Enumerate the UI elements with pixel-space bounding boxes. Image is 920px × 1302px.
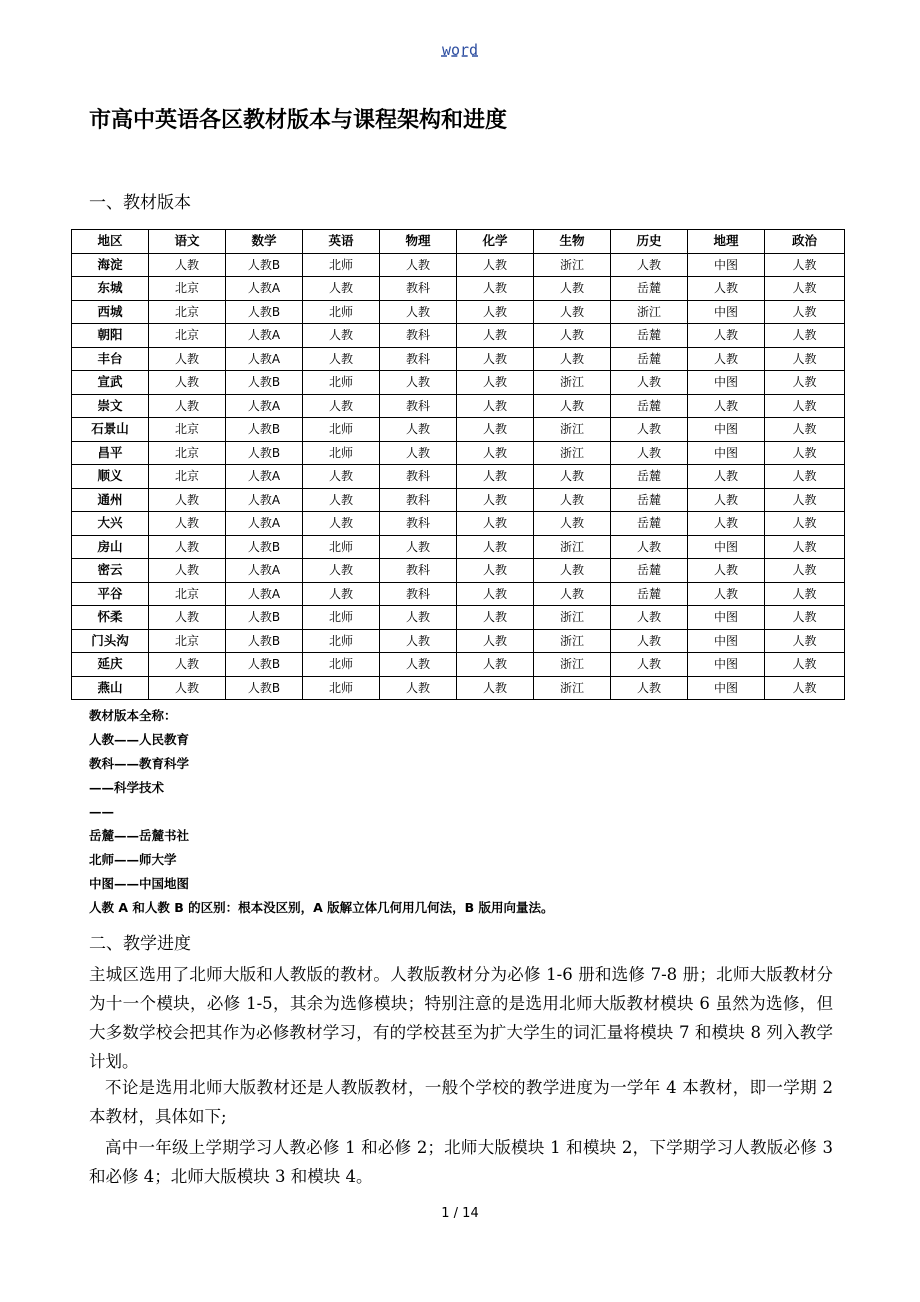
table-cell: 人教 (611, 253, 688, 277)
table-cell: 北京 (149, 418, 226, 442)
region-cell: 密云 (72, 559, 149, 583)
header-word-link[interactable]: word (441, 41, 479, 59)
table-cell: 教科 (380, 488, 457, 512)
table-cell: 人教 (765, 441, 845, 465)
region-cell: 怀柔 (72, 606, 149, 630)
table-cell: 北师 (303, 606, 380, 630)
region-cell: 房山 (72, 535, 149, 559)
table-cell: 人教 (534, 559, 611, 583)
table-cell: 北京 (149, 277, 226, 301)
table-cell: 中图 (688, 253, 765, 277)
table-cell: 岳麓 (611, 512, 688, 536)
table-cell: 人教 (765, 488, 845, 512)
table-cell: 人教 (534, 324, 611, 348)
table-cell: 北京 (149, 629, 226, 653)
table-cell: 人教 (149, 253, 226, 277)
table-cell: 中图 (688, 535, 765, 559)
table-cell: 人教 (765, 606, 845, 630)
table-cell: 岳麓 (611, 347, 688, 371)
table-row (72, 300, 845, 324)
table-cell: 人教B (226, 606, 303, 630)
table-cell: 人教 (303, 559, 380, 583)
table-cell: 岳麓 (611, 465, 688, 489)
region-cell: 石景山 (72, 418, 149, 442)
table-cell: 人教 (457, 324, 534, 348)
table-cell: 人教 (534, 300, 611, 324)
note-line: 教材版本全称： (89, 708, 177, 723)
note-line: 人教——人民教育 (89, 732, 190, 747)
table-cell: 人教 (457, 488, 534, 512)
table-cell: 人教 (534, 582, 611, 606)
region-cell: 朝阳 (72, 324, 149, 348)
region-cell: 延庆 (72, 653, 149, 677)
column-header: 生物 (534, 230, 611, 254)
column-header: 地区 (72, 230, 149, 254)
table-cell: 教科 (380, 324, 457, 348)
table-row (72, 441, 845, 465)
column-header: 语文 (149, 230, 226, 254)
table-cell: 中图 (688, 371, 765, 395)
table-cell: 人教B (226, 441, 303, 465)
table-cell: 北京 (149, 582, 226, 606)
table-cell: 人教 (534, 394, 611, 418)
table-cell: 人教A (226, 394, 303, 418)
table-cell: 教科 (380, 394, 457, 418)
paragraph: 主城区选用了北师大版和人教版的教材。人教版教材分为必修 1-6 册和选修 7-8 册；北师大版教材分为十一个模块，必修 1-5，其余为选修模块；特别注意的是选用北师大版教材模块 6 虽然为选修，但大多数学校会把其作为必修教材学习，有的学校甚至为扩大学生的词汇量将模块 7 和模块 8 列入教学计划。 (89, 965, 833, 1071)
table-cell: 北师 (303, 676, 380, 700)
table-cell: 人教 (149, 371, 226, 395)
column-header: 数学 (226, 230, 303, 254)
region-cell: 昌平 (72, 441, 149, 465)
table-cell: 岳麓 (611, 277, 688, 301)
table-cell: 人教 (149, 606, 226, 630)
table-cell: 人教 (380, 535, 457, 559)
table-cell: 人教 (688, 512, 765, 536)
table-cell: 人教 (688, 324, 765, 348)
table-cell: 人教 (380, 606, 457, 630)
table-cell: 人教 (765, 300, 845, 324)
note-line: 中图——中国地图 (89, 876, 190, 891)
note-line: ——科学技术 (89, 780, 165, 795)
table-row (72, 653, 845, 677)
table-cell: 北师 (303, 629, 380, 653)
table-cell: 岳麓 (611, 559, 688, 583)
table-cell: 浙江 (534, 629, 611, 653)
table-cell: 人教 (457, 465, 534, 489)
table-cell: 人教B (226, 418, 303, 442)
page-indicator: 1 / 14 (441, 1206, 479, 1221)
table-row (72, 582, 845, 606)
note-line: 北师——师大学 (89, 852, 177, 867)
table-cell: 人教 (688, 582, 765, 606)
table-cell: 人教 (457, 347, 534, 371)
table-cell: 人教 (534, 347, 611, 371)
table-cell: 人教 (149, 488, 226, 512)
table-cell: 人教 (303, 512, 380, 536)
table-cell: 人教 (765, 371, 845, 395)
table-row (72, 606, 845, 630)
table-cell: 人教 (688, 347, 765, 371)
table-header-row (72, 230, 845, 254)
table-cell: 中图 (688, 300, 765, 324)
table-cell: 人教 (611, 371, 688, 395)
table-cell: 人教 (611, 418, 688, 442)
table-cell: 人教 (457, 676, 534, 700)
table-cell: 人教A (226, 277, 303, 301)
table-cell: 教科 (380, 582, 457, 606)
table-cell: 人教 (534, 465, 611, 489)
table-cell: 人教 (765, 394, 845, 418)
table-cell: 浙江 (534, 676, 611, 700)
table-cell: 人教 (611, 629, 688, 653)
region-cell: 平谷 (72, 582, 149, 606)
table-cell: 浙江 (534, 371, 611, 395)
table-cell: 岳麓 (611, 582, 688, 606)
region-cell: 东城 (72, 277, 149, 301)
textbook-versions-table (71, 229, 845, 700)
section-heading-textbook-versions: 一、教材版本 (89, 193, 191, 213)
table-cell: 人教 (765, 676, 845, 700)
table-cell: 中图 (688, 653, 765, 677)
table-row (72, 347, 845, 371)
table-cell: 教科 (380, 559, 457, 583)
table-cell: 人教 (688, 394, 765, 418)
column-header: 化学 (457, 230, 534, 254)
table-cell: 人教A (226, 512, 303, 536)
table-cell: 中图 (688, 441, 765, 465)
table-cell: 人教 (457, 559, 534, 583)
table-cell: 北师 (303, 253, 380, 277)
table-cell: 浙江 (534, 653, 611, 677)
table-row (72, 418, 845, 442)
table-cell: 人教 (457, 371, 534, 395)
table-row (72, 559, 845, 583)
table-cell: 人教 (303, 488, 380, 512)
table-row (72, 253, 845, 277)
table-cell: 人教 (765, 512, 845, 536)
table-cell: 人教 (765, 559, 845, 583)
table-cell: 人教 (611, 653, 688, 677)
table-cell: 人教 (688, 277, 765, 301)
table-cell: 人教 (457, 653, 534, 677)
column-header: 地理 (688, 230, 765, 254)
table-cell: 人教A (226, 347, 303, 371)
table-cell: 人教B (226, 629, 303, 653)
table-cell: 人教 (380, 371, 457, 395)
table-cell: 人教 (303, 277, 380, 301)
table-cell: 北师 (303, 371, 380, 395)
table-cell: 人教 (380, 653, 457, 677)
table-cell: 岳麓 (611, 324, 688, 348)
region-cell: 海淀 (72, 253, 149, 277)
table-cell: 人教 (611, 441, 688, 465)
table-cell: 人教 (380, 441, 457, 465)
table-cell: 中图 (688, 676, 765, 700)
table-cell: 人教 (380, 253, 457, 277)
table-cell: 人教 (457, 512, 534, 536)
table-cell: 北师 (303, 300, 380, 324)
table-cell: 人教 (149, 347, 226, 371)
table-cell: 中图 (688, 629, 765, 653)
table-cell: 人教 (303, 347, 380, 371)
region-cell: 崇文 (72, 394, 149, 418)
table-cell: 人教 (765, 418, 845, 442)
table-cell: 人教A (226, 324, 303, 348)
table-cell: 人教A (226, 488, 303, 512)
table-cell: 北师 (303, 653, 380, 677)
table-cell: 浙江 (534, 253, 611, 277)
table-cell: 人教 (457, 606, 534, 630)
table-row (72, 324, 845, 348)
region-cell: 燕山 (72, 676, 149, 700)
table-cell: 人教 (457, 394, 534, 418)
table-cell: 教科 (380, 277, 457, 301)
table-row (72, 535, 845, 559)
table-cell: 人教A (226, 465, 303, 489)
table-cell: 人教 (457, 277, 534, 301)
table-cell: 人教 (534, 277, 611, 301)
table-cell: 北京 (149, 441, 226, 465)
table-cell: 人教 (149, 535, 226, 559)
table-cell: 教科 (380, 512, 457, 536)
table-cell: 人教 (303, 465, 380, 489)
table-cell: 人教 (611, 676, 688, 700)
table-row (72, 512, 845, 536)
table-cell: 人教 (303, 582, 380, 606)
table-cell: 浙江 (534, 606, 611, 630)
table-cell: 人教A (226, 582, 303, 606)
table-row (72, 629, 845, 653)
table-cell: 中图 (688, 606, 765, 630)
table-cell: 人教 (457, 418, 534, 442)
table-row (72, 277, 845, 301)
column-header: 历史 (611, 230, 688, 254)
table-cell: 人教 (765, 253, 845, 277)
table-row (72, 465, 845, 489)
region-cell: 门头沟 (72, 629, 149, 653)
table-cell: 人教 (457, 300, 534, 324)
table-cell: 人教 (457, 535, 534, 559)
table-cell: 人教 (534, 488, 611, 512)
table-cell: 人教 (765, 324, 845, 348)
table-cell: 人教 (149, 512, 226, 536)
table-cell: 人教 (380, 676, 457, 700)
paragraph: 高中一年级上学期学习人教必修 1 和必修 2；北师大版模块 1 和模块 2，下学期学习人教版必修 3 和必修 4；北师大版模块 3 和模块 4。 (89, 1138, 833, 1186)
table-cell: 人教 (765, 347, 845, 371)
table-cell: 人教B (226, 676, 303, 700)
table-cell: 浙江 (534, 441, 611, 465)
note-line: —— (89, 804, 114, 819)
textbook-notes (89, 704, 554, 920)
table-row (72, 371, 845, 395)
table-cell: 教科 (380, 465, 457, 489)
table-cell: 人教B (226, 653, 303, 677)
table-cell: 人教 (457, 253, 534, 277)
table-cell: 人教B (226, 371, 303, 395)
region-cell: 丰台 (72, 347, 149, 371)
table-cell: 人教 (380, 300, 457, 324)
paragraph: 不论是选用北师大版教材还是人教版教材，一般个学校的教学进度为一学年 4 本教材，即一学期 2 本教材，具体如下; (89, 1078, 833, 1126)
table-cell: 教科 (380, 347, 457, 371)
note-line: 岳麓——岳麓书社 (89, 828, 190, 843)
table-cell: 人教 (765, 535, 845, 559)
table-cell: 人教 (688, 488, 765, 512)
table-row (72, 394, 845, 418)
table-cell: 人教 (457, 441, 534, 465)
table-cell: 人教 (380, 629, 457, 653)
table-cell: 北师 (303, 418, 380, 442)
table-cell: 中图 (688, 418, 765, 442)
table-row (72, 488, 845, 512)
table-cell: 人教 (380, 418, 457, 442)
note-line: 教科——教育科学 (89, 756, 190, 771)
table-cell: 人教 (765, 277, 845, 301)
table-cell: 浙江 (534, 535, 611, 559)
table-cell: 人教 (765, 582, 845, 606)
table-cell: 人教 (149, 653, 226, 677)
table-cell: 人教 (149, 394, 226, 418)
table-cell: 北京 (149, 300, 226, 324)
table-cell: 北京 (149, 324, 226, 348)
table-cell: 人教 (457, 629, 534, 653)
table-cell: 浙江 (611, 300, 688, 324)
table-cell: 北师 (303, 535, 380, 559)
table-cell: 人教 (688, 465, 765, 489)
table-cell: 岳麓 (611, 488, 688, 512)
region-cell: 大兴 (72, 512, 149, 536)
table-cell: 人教 (303, 394, 380, 418)
table-cell: 北师 (303, 441, 380, 465)
table-cell: 人教 (611, 535, 688, 559)
section-heading-teaching-progress: 二、教学进度 (89, 934, 191, 954)
note-line: 人教 A 和人教 B 的区别：根本没区别，A 版解立体几何用几何法，B 版用向量法。 (89, 900, 554, 915)
column-header: 英语 (303, 230, 380, 254)
table-cell: 岳麓 (611, 394, 688, 418)
table-cell: 北京 (149, 465, 226, 489)
table-cell: 人教B (226, 300, 303, 324)
table-cell: 人教 (457, 582, 534, 606)
region-cell: 宣武 (72, 371, 149, 395)
table-cell: 人教 (149, 676, 226, 700)
page-title: 市高中英语各区教材版本与课程架构和进度 (89, 108, 508, 133)
table-cell: 人教 (303, 324, 380, 348)
region-cell: 通州 (72, 488, 149, 512)
table-cell: 人教B (226, 253, 303, 277)
table-cell: 人教 (149, 559, 226, 583)
table-cell: 人教 (765, 629, 845, 653)
table-cell: 人教 (688, 559, 765, 583)
table-cell: 浙江 (534, 418, 611, 442)
table-cell: 人教 (611, 606, 688, 630)
column-header: 物理 (380, 230, 457, 254)
column-header: 政治 (765, 230, 845, 254)
table-cell: 人教B (226, 535, 303, 559)
table-cell: 人教 (765, 653, 845, 677)
region-cell: 西城 (72, 300, 149, 324)
table-cell: 人教 (534, 512, 611, 536)
table-cell: 人教 (765, 465, 845, 489)
region-cell: 顺义 (72, 465, 149, 489)
table-cell: 人教A (226, 559, 303, 583)
table-row (72, 676, 845, 700)
